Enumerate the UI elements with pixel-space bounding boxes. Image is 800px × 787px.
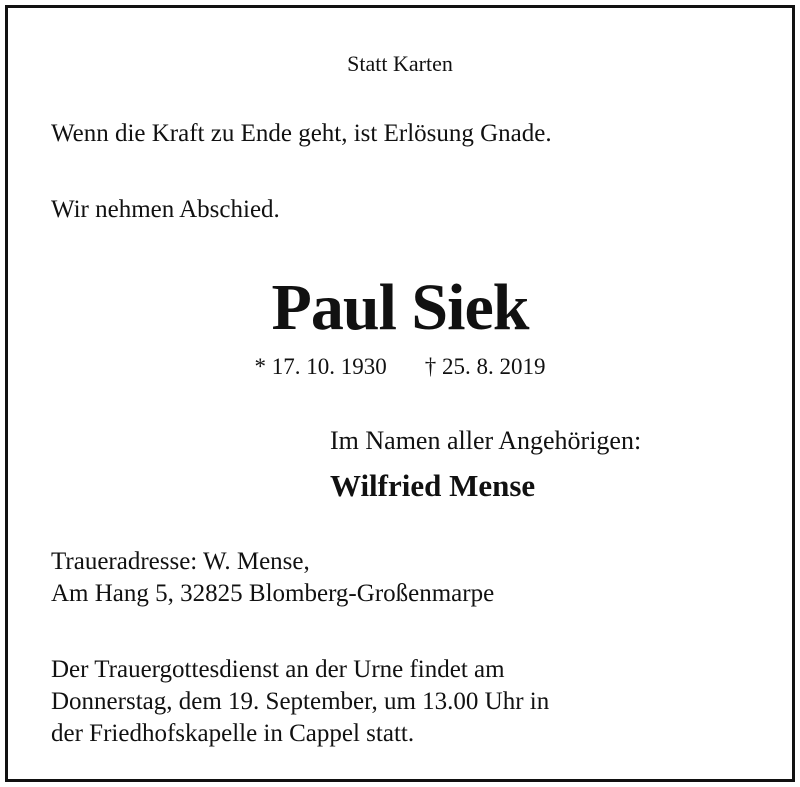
signer-name: Wilfried Mense bbox=[330, 468, 536, 503]
farewell-text: Wir nehmen Abschied. bbox=[51, 196, 280, 223]
on-behalf-text: Im Namen aller Angehörigen: bbox=[330, 426, 642, 455]
address-line: Am Hang 5, 32825 Blomberg-Großenmarpe bbox=[51, 580, 495, 607]
address-line: Traueradresse: W. Mense, bbox=[51, 548, 310, 575]
service-line: Donnerstag, dem 19. September, um 13.00 Uhr in bbox=[51, 688, 550, 715]
death-date: † 25. 8. 2019 bbox=[424, 354, 546, 379]
mourning-address bbox=[51, 546, 494, 610]
birth-date: * 17. 10. 1930 bbox=[254, 354, 387, 379]
header-text: Statt Karten bbox=[347, 51, 453, 76]
motto-text: Wenn die Kraft zu Ende geht, ist Erlösung Gnade. bbox=[51, 120, 552, 147]
service-info bbox=[51, 654, 549, 750]
deceased-name: Paul Siek bbox=[271, 271, 529, 344]
life-dates bbox=[8, 354, 792, 380]
obituary-frame bbox=[5, 5, 795, 782]
service-line: Der Trauergottesdienst an der Urne findet am bbox=[51, 656, 505, 683]
service-line: der Friedhofskapelle in Cappel statt. bbox=[51, 720, 415, 747]
